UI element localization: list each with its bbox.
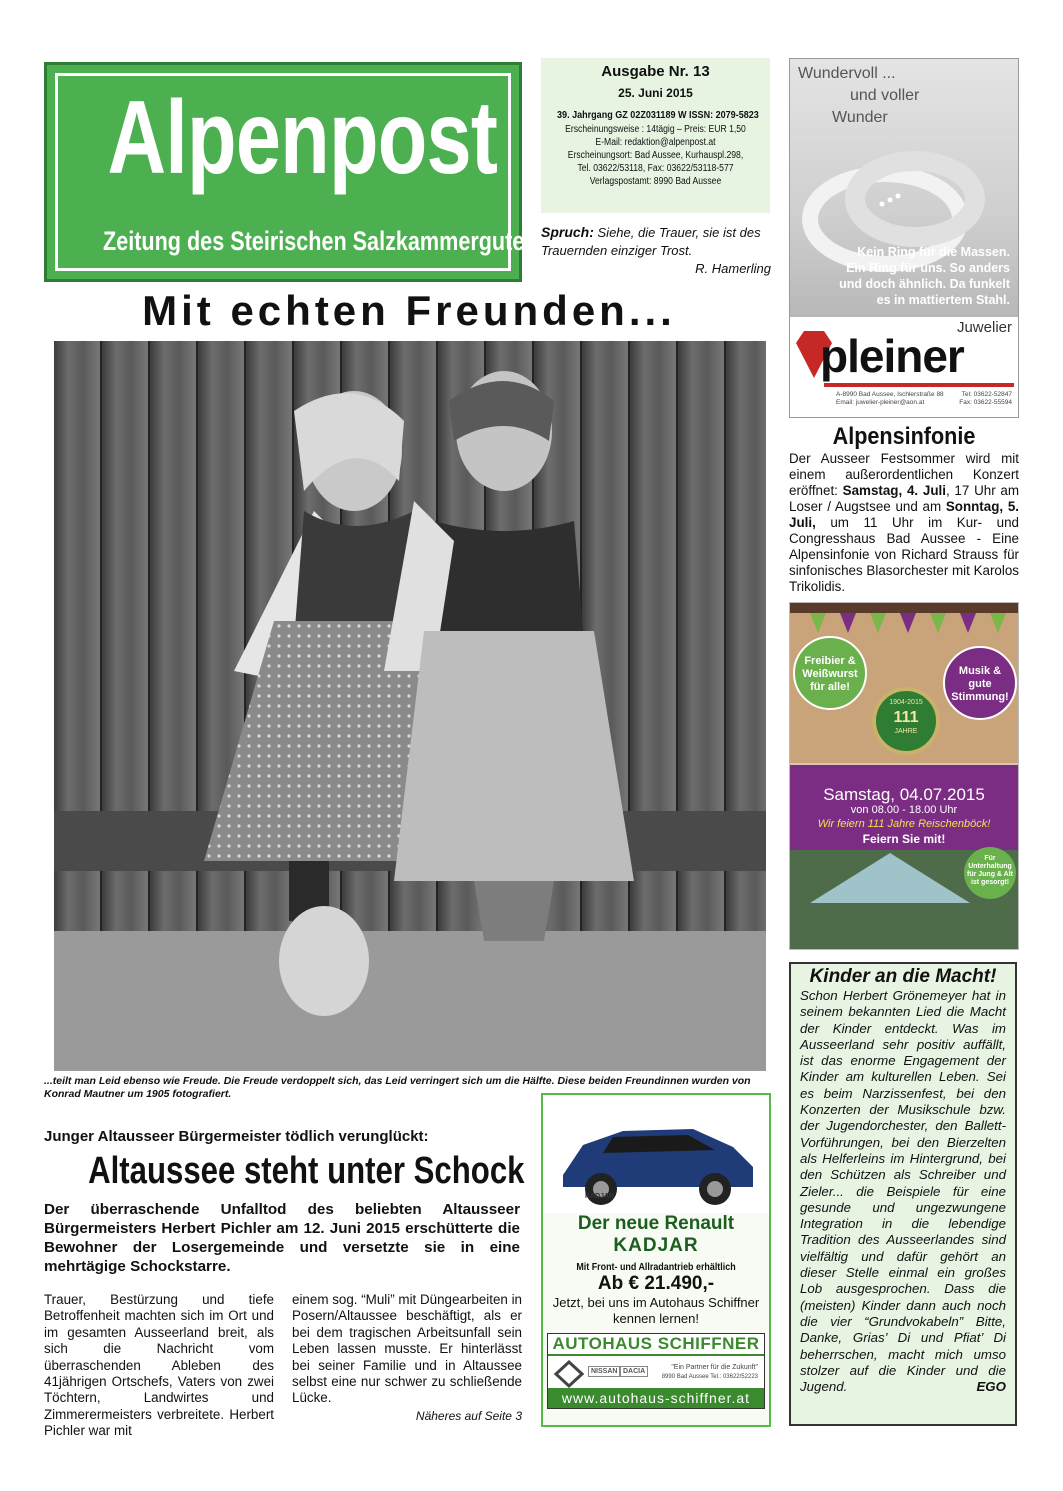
event-badge: Für Unterhaltung für Jung & Alt ist gesorgt! [966,855,1013,886]
issue-place: Erscheinungsort: Bad Aussee, Kurhauspl.298, [567,150,744,161]
jeweler-brand-area [790,317,1018,417]
kinder-heading: Kinder an die Macht! [809,966,997,987]
newspaper-title: Alpenpost [107,80,498,196]
car-ad-line1: Der neue Renault [577,1213,735,1234]
event-invite: Feiern Sie mit! [862,832,946,846]
car-ad-line3: Mit Front- und Allradantrieb erhältlich [576,1261,736,1273]
jeweler-slogan4: es in mattiertem Stahl. [876,293,1010,307]
event-celebrate: Wir feiern 111 Jahre Reischenböck! [817,818,991,830]
jeweler-slogan1: Kein Ring für die Massen. [857,245,1010,259]
issue-info-box [541,58,770,213]
event-ad[interactable] [789,602,1019,950]
renault-logo-icon [554,1360,584,1388]
masthead-frame [55,73,537,271]
article-continue-link[interactable]: Näheres auf Seite 3 [415,1409,522,1423]
jeweler-line3: Wunder [832,109,888,126]
car-ad[interactable] [541,1093,771,1427]
event-seal-label: JAHRE [894,728,918,735]
kinder-signature: EGO [976,1379,1006,1395]
kinder-box [789,962,1017,1426]
masthead [44,62,537,282]
jeweler-brand-underline [824,383,1014,387]
event-bubble-left: Freibier & Weißwurst für alle! [802,655,858,693]
alpensinfonie-date1: Samstag, 4. Juli [842,483,946,498]
issue-frequency: Erscheinungsweise : 14tägig – Preis: EUR 1,50 [565,124,746,135]
event-seal-number: 111 [893,709,919,726]
quote-block [541,223,771,278]
alpensinfonie-text [789,451,1019,595]
dealer-slogan: "Ein Partner für die Zukunft" [671,1364,758,1371]
quote-label: Spruch: [541,224,594,240]
jeweler-line2: und voller [850,87,920,104]
historic-photo [54,341,766,1071]
event-date: Samstag, 04.07.2015 [823,785,985,804]
event-seal-years: 1904-2015 [889,699,923,706]
issue-email: E-Mail: redaktion@alpenpost.at [595,137,716,148]
alpensinfonie-text-b: , 17 Uhr am Loser / Augstsee und am [789,483,1020,514]
dealer-box [547,1333,765,1409]
article-lead: Der überraschende Unfalltod des beliebten Altausseer Bürgermeisters Herbert Pichler am 12. Juni 2015 erschütterte die Bewohner der Losergemeinde und versetzte sie in eine mehrtägige Schockstarre. [44,1201,520,1275]
issue-postoffice: Verlagspostamt: 8990 Bad Aussee [589,176,722,187]
event-time: von 08.00 - 18.00 Uhr [850,804,958,816]
quote-author: R. Hamerling [695,261,771,276]
car-icon [543,1095,769,1213]
car-ad-price: Ab € 21.490,- [597,1273,715,1294]
jeweler-slogan3: und doch ähnlich. Da funkelt [839,277,1010,291]
jeweler-email: Email: juwelier-pleiner@aon.at [836,399,925,406]
newspaper-subtitle: Zeitung des Steirischen Salzkammergutes [103,226,537,256]
dealer-address: 8990 Bad Aussee Tel.: 03622/52223 [661,1374,758,1380]
article-headline: Altaussee steht unter Schock [88,1150,525,1192]
jeweler-line1: Wundervoll ... [798,65,896,82]
dealer-url[interactable]: www.autohaus-schiffner.at [548,1388,764,1408]
jeweler-brand: pleiner [820,330,964,382]
issue-date: 25. Juni 2015 [618,86,693,100]
alpensinfonie-heading: Alpensinfonie [832,423,976,450]
kinder-text: Schon Herbert Grönemeyer hat in seinem bekannten Lied die Macht der Kinder entdeckt. Was im Ausseerland sehr positiv auffällt, ist das enorme Engagement der Kinder am kulturellen Leben. Sei es beim Narzissenfest, bei den Konzerten der Musikschule bzw. der Jugendorchester, den Ballett-Vorführungen, bei den Bierzelten als Helferleins im Hintergrund, bei den Schützen als Schreiber und Zieler... die Beispiele für eine gesunde und ungezwungene Integration in die lebendige Tradition des Ausseerlandes sind vielfältig und dafür gehört an dieser Stelle einmal ein großes Lob ausgesprochen. Dass die (meisten) Kinder dann auch noch die vier “Grundvokabeln” Bitte, Danke, Grias’ Di und Pfiat’ Di beherrschen, macht mich umso stolzer auf die Kinder und die Jugend. [800,988,1006,1395]
article-column-1: Trauer, Bestürzung und tiefe Betroffenheit machten sich im Ort und im gesamten Ausseerland breit, als sich die Nachricht vom überraschenden Ableben des 41jährigen Ortschefs, Vaters von zwei Töchtern, Landwirtes und Zimmerermeisters verbreitete. Herbert Pichler war mit [44,1292,274,1439]
dealer-name: AUTOHAUS SCHIFFNER [548,1334,764,1356]
event-bubble-right: Musik & gute Stimmung! [951,665,1009,703]
jeweler-address: A-8990 Bad Aussee, Ischlerstraße 88 [836,391,944,398]
photo-caption: ...teilt man Leid ebenso wie Freude. Die Freude verdoppelt sich, das Leid verringert sich um die Hälfte. Diese beiden Freundinnen wurden von Konrad Mautner um 1905 fotografiert. [44,1075,751,1100]
jeweler-slogan2: Ein Ring für uns. So anders [846,261,1010,275]
car-plate: KADJAR [585,1193,615,1200]
car-ad-model: KADJAR [613,1235,699,1256]
alpensinfonie-text-c: um 11 Uhr im Kur- und Congresshaus Bad Aussee - Eine Alpensinfonie von Richard Strauss für sinfonisches Blasorchester mit Karolos Trikolidis. [789,515,1019,594]
car-ad-line4: Jetzt, bei uns im Autohaus Schiffner kennen lernen! [552,1295,760,1326]
alpensinfonie-date2: Sonntag, 5. Juli, [789,499,1019,530]
alpensinfonie-text-a: Der Ausseer Festsommer wird mit einem außerordentlichen Konzert eröffnet: [789,451,1019,498]
nissan-logo: NISSAN [588,1366,620,1377]
quote-text: Siehe, die Trauer, sie ist des Trauernden einziger Trost. [541,225,761,258]
article-column-2: einem sog. “Muli” mit Düngearbeiten in Posern/Altaussee beschäftigt, als er bei dem tragischen Arbeitsunfall sein Leben lassen musste. Er hinterlässt bei seiner Familie und in Altaussee selbst eine nur schwer zu schließende Lücke. [292,1292,522,1406]
kinder-text-block [800,988,1006,1396]
jeweler-fax: Fax: 03622-55594 [959,399,1012,406]
article-kicker: Junger Altausseer Bürgermeister tödlich verunglückt: [44,1128,429,1145]
jeweler-ad-image [790,59,1018,317]
photo-illustration [54,341,766,1071]
jeweler-brand-small: Juwelier [956,319,1012,336]
dacia-logo: DACIA [620,1366,648,1377]
issue-number: Ausgabe Nr. 13 [601,63,710,80]
main-headline: Mit echten Freunden... [142,287,676,334]
issue-phone: Tel. 03622/53118, Fax: 03622/53118-577 [577,163,734,174]
issue-volume: 39. Jahrgang GZ 02Z031189 W ISSN: 2079-5823 [557,109,759,121]
jeweler-ad[interactable] [789,58,1019,418]
jeweler-tel: Tel: 03622-52847 [961,391,1012,398]
